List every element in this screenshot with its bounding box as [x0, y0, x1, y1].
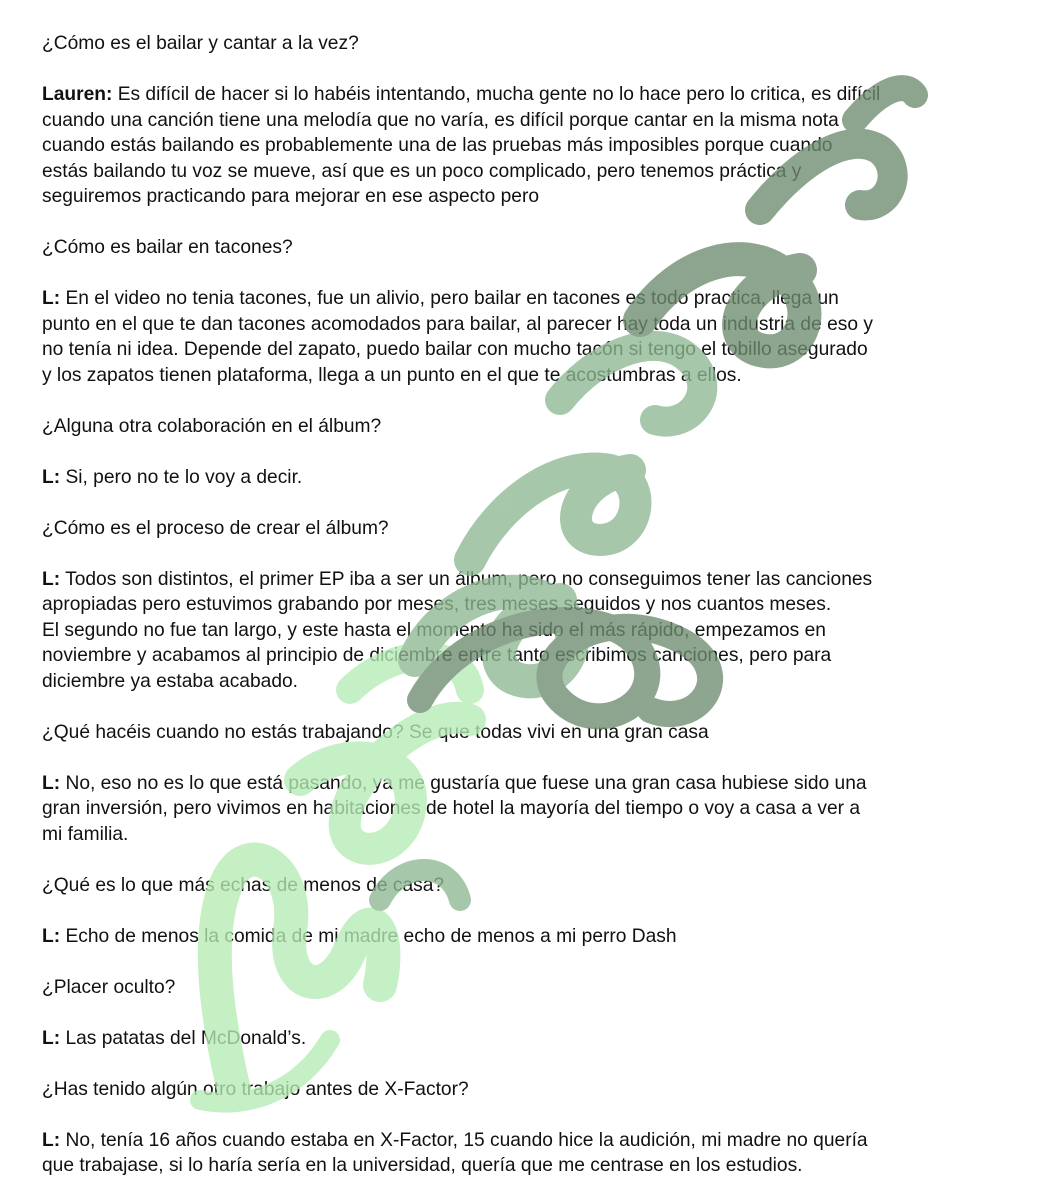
interview-question: ¿Cómo es el bailar y cantar a la vez? [42, 33, 359, 54]
speaker-label: L: [42, 288, 61, 309]
answer-line: gran inversión, pero vivimos en habitaciones de hotel la mayoría del tiempo o voy a casa a ver a [42, 798, 861, 819]
answer-line: cuando estás bailando es probablemente una de las pruebas más imposibles porque cuando [42, 135, 833, 156]
interview-answer [42, 82, 1002, 210]
answer-line: noviembre y acabamos al principio de diciembre entre tanto escribimos canciones, pero para [42, 645, 832, 666]
interview-question: ¿Has tenido algún otro trabajo antes de X-Factor? [42, 1078, 469, 1100]
speaker-label: L: [42, 1027, 61, 1049]
answer-line: apropiadas pero estuvimos grabando por meses, tres meses seguidos y nos cuantos meses. [42, 594, 832, 615]
speaker-label: L: [42, 568, 61, 590]
answer-line: que trabajase, si lo haría sería en la universidad, quería que me centrase en los estudios. [42, 1155, 803, 1176]
interview-question: ¿Placer oculto? [42, 976, 176, 998]
interview-answer [42, 465, 1002, 491]
interview-question: ¿Cómo es bailar en tacones? [42, 237, 293, 258]
speaker-label: L: [42, 1129, 61, 1151]
answer-line: Es difícil de hacer si lo habéis intentando, mucha gente no lo hace pero lo critica, es difícil [112, 84, 881, 105]
interview-answer [42, 567, 1002, 695]
answer-line: diciembre ya estaba acabado. [42, 670, 298, 692]
interview-answer [42, 1128, 1002, 1179]
interview-question: ¿Cómo es el proceso de crear el álbum? [42, 517, 389, 539]
answer-line: No, tenía 16 años cuando estaba en X-Factor, 15 cuando hice la audición, mi madre no quería [60, 1129, 868, 1151]
speaker-label: L: [42, 772, 61, 794]
answer-line: seguiremos practicando para mejorar en ese aspecto pero [42, 186, 540, 207]
interview-answer [42, 924, 1002, 950]
answer-line: no tenía ni idea. Depende del zapato, puedo bailar con mucho tacón si tengo el tobillo asegurado [42, 339, 868, 360]
answer-line: Si, pero no te lo voy a decir. [60, 466, 303, 488]
answer-line: En el video no tenia tacones, fue un alivio, pero bailar en tacones es todo practica, llega un [60, 288, 839, 309]
answer-line: Todos son distintos, el primer EP iba a ser un álbum, pero no conseguimos tener las canciones [60, 568, 873, 590]
answer-line: Echo de menos la comida de mi madre echo de menos a mi perro Dash [60, 925, 677, 947]
answer-line: cuando una canción tiene una melodía que no varía, es difícil porque cantar en la misma nota [42, 109, 839, 131]
answer-line: Las patatas del McDonald’s. [60, 1027, 307, 1049]
answer-line: y los zapatos tienen plataforma, llega a un punto en el que te acostumbras a ellos. [42, 364, 742, 386]
answer-line: punto en el que te dan tacones acomodados para bailar, al parecer hay toda un industria de eso y [42, 313, 873, 335]
speaker-label: L: [42, 466, 61, 488]
speaker-label: Lauren: [42, 84, 113, 105]
interview-transcript [42, 31, 1002, 1204]
speaker-label: L: [42, 925, 61, 947]
interview-answer [42, 286, 1002, 388]
interview-answer [42, 771, 1002, 848]
interview-question: ¿Qué hacéis cuando no estás trabajando? Se que todas vivi en una gran casa [42, 721, 709, 743]
interview-question: ¿Qué es lo que más echas de menos de casa? [42, 874, 445, 896]
answer-line: mi familia. [42, 823, 129, 845]
answer-line: estás bailando tu voz se mueve, así que es un poco complicado, pero tenemos práctica y [42, 160, 802, 182]
answer-line: No, eso no es lo que está pasando, ya me gustaría que fuese una gran casa hubiese sido una [60, 772, 867, 794]
interview-question: ¿Alguna otra colaboración en el álbum? [42, 415, 382, 437]
answer-line: El segundo no fue tan largo, y este hasta el momento ha sido el más rápido, empezamos en [42, 619, 826, 641]
interview-answer [42, 1026, 1002, 1052]
